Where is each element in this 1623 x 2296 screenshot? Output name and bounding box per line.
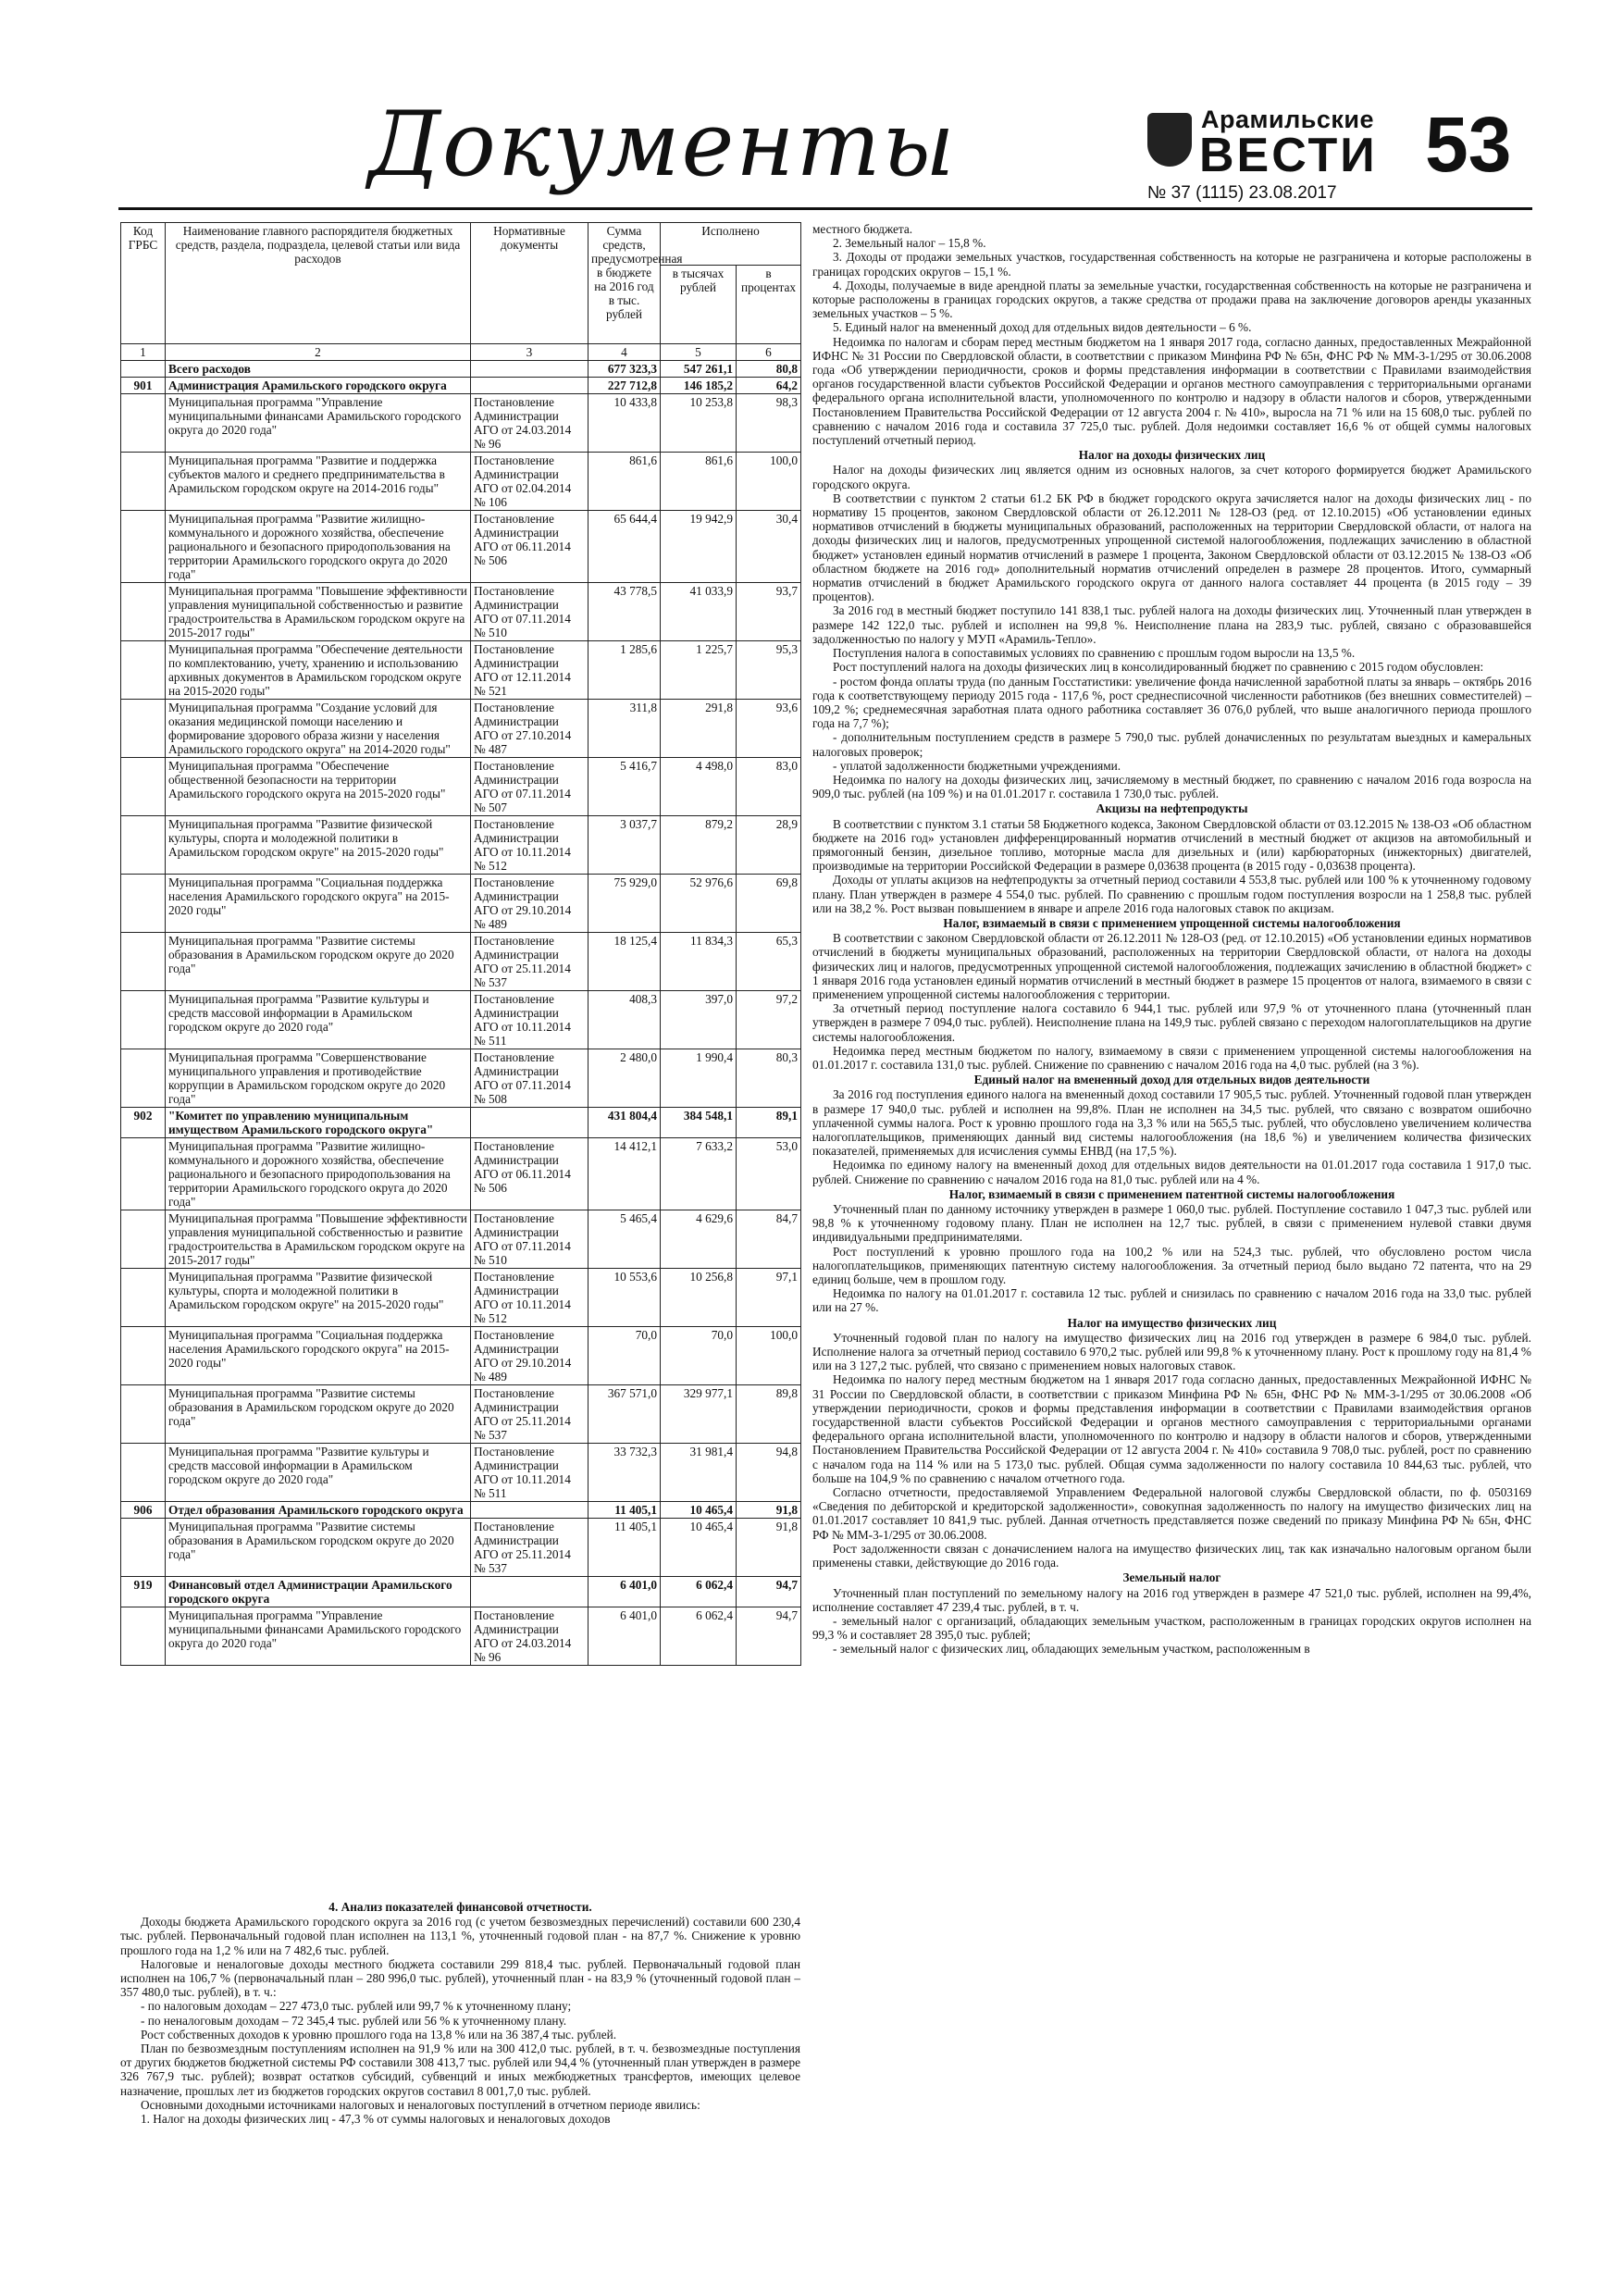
row-name: Муниципальная программа "Развитие системы образования в Арамильском городском округе до 2020 года" xyxy=(166,1519,471,1577)
paragraph: Недоимка по единому налогу на вмененный доход для отдельных видов деятельности на 01.01.2017 года составила 1 917,0 тыс. рублей. Снижение по сравнению с началом 2016 года на 81,0 тыс. рублей или на 4 %. xyxy=(812,1158,1531,1186)
logo-brand: ВЕСТИ xyxy=(1199,129,1378,182)
left-text-column xyxy=(120,1899,800,2126)
row-percent: 69,8 xyxy=(737,875,801,933)
row-percent: 84,7 xyxy=(737,1210,801,1269)
paragraph: Уточненный годовой план по налогу на имущество физических лиц на 2016 год утвержден в размере 6 984,0 тыс. рублей. Исполнение налога за отчетный период составило 6 970,2 тыс. рублей или 99,8 % к уточненному плану. Рост к прошлому году на 81,4 % или на 3 127,2 тыс. рублей, что связано с применением новых налоговых ставок. xyxy=(812,1330,1531,1373)
table-row xyxy=(121,453,801,511)
header-code: Код ГРБС xyxy=(121,223,166,344)
table-row xyxy=(121,1327,801,1385)
header-plan: Сумма средств, предусмотренная в бюджете на 2016 год в тыс. рублей xyxy=(588,223,661,344)
row-code xyxy=(121,1327,166,1385)
table-row xyxy=(121,511,801,583)
row-document: Постановление Администрации АГО от 06.11.2014 № 506 xyxy=(471,1138,588,1210)
row-code xyxy=(121,361,166,378)
column-number: 2 xyxy=(166,344,471,361)
table-row xyxy=(121,1269,801,1327)
row-code: 906 xyxy=(121,1502,166,1519)
right-text-column xyxy=(812,222,1531,1657)
row-code xyxy=(121,816,166,875)
row-percent: 91,8 xyxy=(737,1502,801,1519)
row-document: Постановление Администрации АГО от 06.11.2014 № 506 xyxy=(471,511,588,583)
row-fact: 10 256,8 xyxy=(661,1269,737,1327)
row-document: Постановление Администрации АГО от 10.11.2014 № 511 xyxy=(471,991,588,1049)
section-heading: Акцизы на нефтепродукты xyxy=(1096,801,1248,816)
row-name: Муниципальная программа "Управление муниципальными финансами Арамильского городского округа до 2020 года" xyxy=(166,1607,471,1666)
row-percent: 93,7 xyxy=(737,583,801,641)
paragraph: - по налоговым доходам – 227 473,0 тыс. рублей или 99,7 % к уточненному плану; xyxy=(141,1999,572,2014)
row-name: Муниципальная программа "Создание условий для оказания медицинской помощи населению и формирование здорового образа жизни у населения Арамильского городского округа" на 2014-2020 годы" xyxy=(166,700,471,758)
section-heading: Налог на доходы физических лиц xyxy=(1078,448,1266,463)
row-code xyxy=(121,1138,166,1210)
paragraph: Налог на доходы физических лиц является одним из основных налогов, за счет которого формируется бюджет Арамильского городского округа. xyxy=(812,463,1531,491)
row-percent: 94,8 xyxy=(737,1444,801,1502)
row-code xyxy=(121,583,166,641)
row-plan: 431 804,4 xyxy=(588,1108,661,1138)
paragraph: Рост поступлений налога на доходы физических лиц в консолидированный бюджет по сравнению с 2015 годом обусловлен: xyxy=(833,660,1484,675)
row-percent: 80,3 xyxy=(737,1049,801,1108)
row-percent: 89,1 xyxy=(737,1108,801,1138)
paragraph: 2. Земельный налог – 15,8 %. xyxy=(833,236,986,251)
paragraph: За 2016 год в местный бюджет поступило 141 838,1 тыс. рублей налога на доходы физических лиц. Уточненный план утвержден в размере 142 122,0 тыс. рублей и исполнен на 99,8 %. Неисполнение плана на 283,9 тыс. рублей, связано с образовавшейся задолженностью по налогу у МУП «Арамиль-Тепло». xyxy=(812,603,1531,646)
row-code xyxy=(121,991,166,1049)
paragraph: В соответствии с пунктом 3.1 статьи 58 Бюджетного кодекса, Законом Свердловской области от 03.12.2015 № 138-ОЗ «Об областном бюджете на 2016 год» установлен дифференцированный норматив отчислений в местный бюджет от акцизов на автомобильный и прямогонный бензин, дизельное топливо, моторные масла для дизельных и (или) карбюраторных (инжекторных) двигателей, производимые на территории Российской Федерации в размере 0,03638 процента (в 2015 году - 0,03638 процента). xyxy=(812,816,1531,874)
paragraph: 3. Доходы от продажи земельных участков, государственная собственность на которые не разграничена и которые расположены в границах городских округов – 15,1 %. xyxy=(812,250,1531,279)
row-code xyxy=(121,1444,166,1502)
row-document xyxy=(471,378,588,394)
row-plan: 70,0 xyxy=(588,1327,661,1385)
row-document: Постановление Администрации АГО от 29.10.2014 № 489 xyxy=(471,1327,588,1385)
row-plan: 6 401,0 xyxy=(588,1607,661,1666)
row-fact: 879,2 xyxy=(661,816,737,875)
page-number: 53 xyxy=(1425,101,1512,188)
table-row xyxy=(121,1138,801,1210)
paragraph: План по безвозмездным поступлениям исполнен на 91,9 % или на 300 412,0 тыс. рублей, в т. ч. безвозмездные поступления от других бюджетов бюджетной системы РФ составили 308 413,7 тыс. рублей или 94,4 % (уточненный план утвержден в размере 326 767,9 тыс. рублей); возврат остатков субсидий, субвенций и иных межбюджетных трансфертов, имеющих целевое назначение, прошлых лет из бюджетов городских округов составил 8 001,7,0 тыс. рублей. xyxy=(120,2042,800,2098)
column-number: 4 xyxy=(588,344,661,361)
row-plan: 65 644,4 xyxy=(588,511,661,583)
column-number: 6 xyxy=(737,344,801,361)
header-done-sum: в тысячах рублей xyxy=(661,266,737,344)
paragraph: Рост собственных доходов к уровню прошлого года на 13,8 % или на 36 387,4 тыс. рублей. xyxy=(141,2027,617,2042)
table-row xyxy=(121,1210,801,1269)
row-fact: 10 465,4 xyxy=(661,1502,737,1519)
paragraph: Налоговые и неналоговые доходы местного бюджета составили 299 818,4 тыс. рублей. Первоначальный годовой план исполнен на 106,7 % (первоначальный план – 280 996,0 тыс. рублей), уточненный план - на 83,9 % (уточненный годовой план – 357 480,0 тыс. рублей), в т. ч.: xyxy=(120,1956,800,2000)
table-row xyxy=(121,1502,801,1519)
row-name: Муниципальная программа "Развитие и поддержка субъектов малого и среднего предпринимательства в Арамильском городском округе на 2014-2016 годы" xyxy=(166,453,471,511)
row-document: Постановление Администрации АГО от 10.11.2014 № 512 xyxy=(471,816,588,875)
table-row xyxy=(121,816,801,875)
row-name: Муниципальная программа "Обеспечение общественной безопасности на территории Арамильского городского округа на 2015-2020 годы" xyxy=(166,758,471,816)
row-plan: 5 416,7 xyxy=(588,758,661,816)
row-fact: 31 981,4 xyxy=(661,1444,737,1502)
paragraph: Рост поступлений к уровню прошлого года на 100,2 % или на 524,3 тыс. рублей, что обусловлено ростом числа налогоплательщиков, применяющих патентную систему налогообложения. За отчетный период было выдано 72 патента, что на 29 единиц больше, чем в прошлом году. xyxy=(812,1244,1531,1287)
paragraph: - уплатой задолженности бюджетными учреждениями. xyxy=(833,758,1121,773)
row-name: Муниципальная программа "Развитие физической культуры, спорта и молодежной политики в Арамильском городском округе" на 2015-2020 годы" xyxy=(166,816,471,875)
row-percent: 65,3 xyxy=(737,933,801,991)
row-name: Муниципальная программа "Развитие жилищно-коммунального и дорожного хозяйства, обеспечение рационального и безопасного природопользования на территории Арамильского городского округа до 2020 года" xyxy=(166,511,471,583)
row-plan: 861,6 xyxy=(588,453,661,511)
paragraph: 5. Единый налог на вмененный доход для отдельных видов деятельности – 6 %. xyxy=(833,320,1252,335)
paragraph: Согласно отчетности, предоставляемой Управлением Федеральной налоговой службы Свердловской области, по ф. 0503169 «Сведения по дебиторской и кредиторской задолженности», совокупная задолженность по налогу на имущество физических лиц на 01.01.2017 составляет 10 841,9 тыс. рублей. Данная отчетность представляется позже сведений по приказу Минфина РФ № 65н, ФНС РФ № ММ-3-1/295 от 30.06.2008. xyxy=(812,1485,1531,1542)
row-fact: 11 834,3 xyxy=(661,933,737,991)
row-name: Муниципальная программа "Развитие системы образования в Арамильском городском округе до 2020 года" xyxy=(166,1385,471,1444)
table-row xyxy=(121,700,801,758)
row-document: Постановление Администрации АГО от 02.04.2014 № 106 xyxy=(471,453,588,511)
row-plan: 75 929,0 xyxy=(588,875,661,933)
row-fact: 6 062,4 xyxy=(661,1607,737,1666)
paragraph: Недоимка по налогу перед местным бюджетом на 1 января 2017 года согласно данных, предоставленных Межрайонной ИФНС № 31 России по Свердловской области, в соответствии с приказом Минфина РФ № 65н, ФНС РФ № ММ-3-1/295 от 30.06.2008 «Об утверждении периодичности, сроков и формы представления информации в соответствии с Правилами взаимодействия органов государственной власти субъектов Российской Федерации и органов местного самоуправления с территориальными органами федерального органа исполнительной власти, уполномоченного по контролю и надзору в области налогов и сборов, утвержденными Постановлением Правительства Российской Федерации от 12 августа 2004 г. № 410» составила 9 708,0 тыс. рублей, рост по сравнению с началом года на 114 % или на 5 173,0 тыс. рублей. Общая сумма задолженности по налогу составила 10 844,63 тыс. рублей, что больше на 104,9 % по сравнению с началом отчетного года. xyxy=(812,1372,1531,1485)
paragraph: 1. Налог на доходы физических лиц - 47,3 % от суммы налоговых и неналоговых доходов xyxy=(141,2112,611,2127)
row-fact: 146 185,2 xyxy=(661,378,737,394)
row-code xyxy=(121,1210,166,1269)
section-heading: Налог, взимаемый в связи с применением упрощенной системы налогообложения xyxy=(943,915,1401,930)
row-code xyxy=(121,394,166,453)
row-name: Финансовый отдел Администрации Арамильского городского округа xyxy=(166,1577,471,1607)
row-name: Муниципальная программа "Развитие физической культуры, спорта и молодежной политики в Арамильском городском округе" на 2015-2020 годы" xyxy=(166,1269,471,1327)
column-number: 5 xyxy=(661,344,737,361)
paragraph: Уточненный план по данному источнику утвержден в размере 1 060,0 тыс. рублей. Поступление составило 1 047,3 тыс. рублей или 98,8 % к уточненному годовому плану. План не исполнен на 12,7 тыс. рублей, в связи с применением нулевой ставки двумя индивидуальными предпринимателями. xyxy=(812,1202,1531,1245)
row-plan: 3 037,7 xyxy=(588,816,661,875)
row-fact: 384 548,1 xyxy=(661,1108,737,1138)
paragraph: Доходы бюджета Арамильского городского округа за 2016 год (с учетом безвозмездных перечислений) составили 600 230,4 тыс. рублей. Первоначальный годовой план исполнен на 113,1 %, уточненный годовой план - на 87,7 %. Снижение к уровню прошлого года на 1,2 % или на 7 482,6 тыс. рублей. xyxy=(120,1915,800,1957)
row-document: Постановление Администрации АГО от 25.11.2014 № 537 xyxy=(471,1385,588,1444)
newspaper-logo xyxy=(1147,100,1378,182)
row-fact: 19 942,9 xyxy=(661,511,737,583)
row-code xyxy=(121,1519,166,1577)
row-plan: 367 571,0 xyxy=(588,1385,661,1444)
row-code xyxy=(121,875,166,933)
row-percent: 97,2 xyxy=(737,991,801,1049)
table-row xyxy=(121,1607,801,1666)
paragraph: - дополнительным поступлением средств в размере 5 790,0 тыс. рублей доначисленных по результатам выездных и камеральных налоговых проверок; xyxy=(812,730,1531,759)
table-row xyxy=(121,394,801,453)
row-document xyxy=(471,1108,588,1138)
header-rule xyxy=(118,207,1532,210)
table-row xyxy=(121,1049,801,1108)
row-document: Постановление Администрации АГО от 25.11.2014 № 537 xyxy=(471,1519,588,1577)
header-done: Исполнено xyxy=(661,223,801,266)
row-percent: 97,1 xyxy=(737,1269,801,1327)
row-code xyxy=(121,1049,166,1108)
row-plan: 10 433,8 xyxy=(588,394,661,453)
table-row xyxy=(121,933,801,991)
row-name: Муниципальная программа "Социальная поддержка населения Арамильского городского округа" на 2015-2020 годы" xyxy=(166,1327,471,1385)
row-code xyxy=(121,1607,166,1666)
row-plan: 311,8 xyxy=(588,700,661,758)
row-fact: 4 498,0 xyxy=(661,758,737,816)
paragraph: За отчетный период поступление налога составило 6 944,1 тыс. рублей или 97,9 % от уточненного плана (уточненный план утвержден в размере 7 094,0 тыс. рублей). Неисполнение плана на 149,9 тыс. рублей связано с переходом налогоплательщиков на другие системы налогообложения. xyxy=(812,1001,1531,1044)
analysis-heading: 4. Анализ показателей финансовой отчетности. xyxy=(328,1900,592,1914)
paragraph: Недоимка по налогам и сборам перед местным бюджетом на 1 января 2017 года, согласно данных, предоставленных Межрайонной ИФНС № 31 России по Свердловской области, в соответствии с приказом Минфина РФ № 65н, ФНС РФ № ММ-3-1/295 от 30.06.2008 года «Об утверждении периодичности, сроков и формы представления информации в соответствии с Правилами взаимодействия органов государственной власти субъектов Российской Федерации и органов местного самоуправления с территориальными органами федерального органа исполнительной власти, уполномоченного по контролю и надзору в области налогов и сборов, утвержденными Постановлением Правительства Российской Федерации от 12 августа 2004 г. № 410», выросла на 71 % или на 15 608,0 тыс. рублей по сравнению с началом 2016 года и составила 37 725,0 тыс. рублей. Доля недоимки составляет 16,6 % от общей суммы налоговых поступлений отчетный период. xyxy=(812,334,1531,448)
row-percent: 94,7 xyxy=(737,1607,801,1666)
expenditure-table xyxy=(120,222,801,1666)
row-percent: 83,0 xyxy=(737,758,801,816)
row-percent: 89,8 xyxy=(737,1385,801,1444)
paragraph: Основными доходными источниками налоговых и неналоговых поступлений в отчетном периоде явились: xyxy=(141,2097,700,2112)
row-code xyxy=(121,933,166,991)
row-code: 902 xyxy=(121,1108,166,1138)
section-heading: Налог на имущество физических лиц xyxy=(1067,1315,1277,1330)
paragraph: Уточненный план поступлений по земельному налогу на 2016 год утвержден в размере 47 521,0 тыс. рублей, исполнен на 99,4%, исполнение составляет 47 239,4 тыс. рублей, в т. ч. xyxy=(812,1585,1531,1614)
paragraph: - земельный налог с организаций, обладающих земельным участком, расположенным в границах городских округов исполнен на 99,3 % и составляет 28 395,0 тыс. рублей; xyxy=(812,1613,1531,1643)
row-name: Муниципальная программа "Повышение эффективности управления муниципальной собственностью и развитие градостроительства в Арамильском городском округе на 2015-2017 годы" xyxy=(166,583,471,641)
row-code xyxy=(121,453,166,511)
row-name: Муниципальная программа "Совершенствование муниципального управления и противодействие коррупции в Арамильском городском округе до 2020 года" xyxy=(166,1049,471,1108)
row-document: Постановление Администрации АГО от 24.03.2014 № 96 xyxy=(471,1607,588,1666)
row-fact: 10 253,8 xyxy=(661,394,737,453)
row-plan: 11 405,1 xyxy=(588,1519,661,1577)
row-document: Постановление Администрации АГО от 10.11.2014 № 511 xyxy=(471,1444,588,1502)
column-number: 1 xyxy=(121,344,166,361)
table-row xyxy=(121,991,801,1049)
row-document: Постановление Администрации АГО от 07.11.2014 № 510 xyxy=(471,583,588,641)
row-name: Муниципальная программа "Управление муниципальными финансами Арамильского городского округа до 2020 года" xyxy=(166,394,471,453)
row-name: Отдел образования Арамильского городского округа xyxy=(166,1502,471,1519)
row-plan: 43 778,5 xyxy=(588,583,661,641)
row-code xyxy=(121,758,166,816)
row-fact: 4 629,6 xyxy=(661,1210,737,1269)
table-row xyxy=(121,1385,801,1444)
row-document: Постановление Администрации АГО от 10.11.2014 № 512 xyxy=(471,1269,588,1327)
row-name: Муниципальная программа "Обеспечение деятельности по комплектованию, учету, хранению и использованию архивных документов в Арамильском городском округе на 2015-2020 годы" xyxy=(166,641,471,700)
row-document: Постановление Администрации АГО от 07.11.2014 № 507 xyxy=(471,758,588,816)
row-fact: 41 033,9 xyxy=(661,583,737,641)
row-plan: 408,3 xyxy=(588,991,661,1049)
row-plan: 2 480,0 xyxy=(588,1049,661,1108)
table-row xyxy=(121,378,801,394)
row-percent: 80,8 xyxy=(737,361,801,378)
row-percent: 93,6 xyxy=(737,700,801,758)
paragraph: - ростом фонда оплаты труда (по данным Госстатистики: увеличение фонда начисленной заработной платы за январь – октябрь 2016 года к соответствующему периоду 2015 года - 117,6 %, рост среднесписочной численности работников (без внешних совместителей) – 109,2 %; среднемесячная заработная плата одного работника составляет 36 076,0 рублей, что выше аналогичного периода прошлого года на 7,7 %); xyxy=(812,674,1531,731)
row-percent: 91,8 xyxy=(737,1519,801,1577)
row-plan: 1 285,6 xyxy=(588,641,661,700)
row-code xyxy=(121,1385,166,1444)
paragraph: местного бюджета. xyxy=(812,222,913,236)
table-row xyxy=(121,1444,801,1502)
row-fact: 1 225,7 xyxy=(661,641,737,700)
section-heading: Налог, взимаемый в связи с применением патентной системы налогообложения xyxy=(948,1186,1395,1201)
row-fact: 7 633,2 xyxy=(661,1138,737,1210)
row-document xyxy=(471,361,588,378)
row-name: "Комитет по управлению муниципальным имуществом Арамильского городского округа" xyxy=(166,1108,471,1138)
row-fact: 547 261,1 xyxy=(661,361,737,378)
row-fact: 329 977,1 xyxy=(661,1385,737,1444)
row-document: Постановление Администрации АГО от 29.10.2014 № 489 xyxy=(471,875,588,933)
row-code xyxy=(121,1269,166,1327)
row-plan: 14 412,1 xyxy=(588,1138,661,1210)
row-document: Постановление Администрации АГО от 12.11.2014 № 521 xyxy=(471,641,588,700)
section-heading: Единый налог на вмененный доход для отдельных видов деятельности xyxy=(973,1073,1370,1087)
row-fact: 861,6 xyxy=(661,453,737,511)
row-document: Постановление Администрации АГО от 27.10.2014 № 487 xyxy=(471,700,588,758)
row-document: Постановление Администрации АГО от 07.11.2014 № 508 xyxy=(471,1049,588,1108)
row-name: Муниципальная программа "Развитие системы образования в Арамильском городском округе до 2020 года" xyxy=(166,933,471,991)
paragraph: 4. Доходы, получаемые в виде арендной платы за земельные участки, государственная собственность на которые не разграничена и которые расположены в границах городских округов, а также средства от продажи права на заключение договоров аренды указанных земельных участков – 5 %. xyxy=(812,278,1531,321)
row-code xyxy=(121,511,166,583)
table-row xyxy=(121,583,801,641)
row-plan: 677 323,3 xyxy=(588,361,661,378)
logo-name: Арамильские xyxy=(1201,105,1374,133)
paragraph: Недоимка по налогу на 01.01.2017 г. составила 12 тыс. рублей и снизилась по сравнению с началом 2016 года на 33,0 тыс. рублей или на 27 %. xyxy=(812,1286,1531,1315)
row-document xyxy=(471,1502,588,1519)
table-row xyxy=(121,1519,801,1577)
row-name: Муниципальная программа "Развитие жилищно-коммунального и дорожного хозяйства, обеспечение рационального и безопасного природопользования на территории Арамильского городского округа до 2020 года" xyxy=(166,1138,471,1210)
row-fact: 291,8 xyxy=(661,700,737,758)
row-name: Администрация Арамильского городского округа xyxy=(166,378,471,394)
column-number: 3 xyxy=(471,344,588,361)
column-numbers-row xyxy=(121,344,801,361)
row-plan: 18 125,4 xyxy=(588,933,661,991)
paragraph: Рост задолженности связан с доначислением налога на имущество физических лиц, так как изначально налоговым органом были применены ставки, действующие до 2016 года. xyxy=(812,1541,1531,1570)
row-code xyxy=(121,641,166,700)
row-plan: 10 553,6 xyxy=(588,1269,661,1327)
row-percent: 64,2 xyxy=(737,378,801,394)
row-code: 901 xyxy=(121,378,166,394)
row-percent: 95,3 xyxy=(737,641,801,700)
header-name: Наименование главного распорядителя бюджетных средств, раздела, подраздела, целевой статьи или вида расходов xyxy=(166,223,471,344)
row-fact: 6 062,4 xyxy=(661,1577,737,1607)
coat-of-arms-icon xyxy=(1147,113,1192,167)
paragraph: - земельный налог с физических лиц, обладающих земельным участком, расположенным в xyxy=(833,1642,1310,1657)
header-done-pct: в процентах xyxy=(737,266,801,344)
table-row xyxy=(121,641,801,700)
row-percent: 30,4 xyxy=(737,511,801,583)
row-percent: 94,7 xyxy=(737,1577,801,1607)
paragraph: В соответствии с пунктом 2 статьи 61.2 БК РФ в бюджет городского округа зачисляется налог на доходы физических лиц - по нормативу 15 процентов, законом Свердловской области от 26.12.2011 № 128-ОЗ (ред. от 12.10.2015) «Об установлении единых нормативов отчислений в бюджеты муниципальных образований, расположенных на территории Свердловской области, от налога на доходы физических лиц и налогов, предусмотренных упрощенной системой налогообложения, подлежащих зачислению в областной бюджет» установлен единый норматив отчислений в размере 1 процента, Законом Свердловской области от 03.12.2015 № 138-ОЗ «Об областном бюджете на 2016 год» дополнительный норматив отчислений определен в размере 28 процентов. Итого, суммарный норматив отчислений в бюджет Арамильского городского округа от данного налога составляет 44 процента (в 2015 году – 39 процентов). xyxy=(812,490,1531,604)
paragraph: Поступления налога в сопоставимых условиях по сравнению с прошлым годом выросли на 13,5 %. xyxy=(833,646,1356,661)
row-fact: 70,0 xyxy=(661,1327,737,1385)
paragraph: За 2016 год поступления единого налога на вмененный доход составили 17 905,5 тыс. рублей. Уточненный годовой план утвержден в размере 17 940,0 тыс. рублей и исполнен на 99,8%. План не исполнен на 34,5 тыс. рублей, что связано с возвратом ошибочно уплаченной суммы налога. Рост к уровню прошлого года на 3,3 % или на 565,5 тыс. рублей, что обусловлено увеличением количества налогоплательщиков, применяющих данный вид системы налогообложения (на 18,6 %) и увеличением количества физических показателей, применяемых для исчисления суммы ЕНВД (на 17,5 %). xyxy=(812,1087,1531,1159)
row-percent: 28,9 xyxy=(737,816,801,875)
row-fact: 52 976,6 xyxy=(661,875,737,933)
row-code xyxy=(121,700,166,758)
row-percent: 100,0 xyxy=(737,453,801,511)
paragraph: - по неналоговым доходам – 72 345,4 тыс. рублей или 56 % к уточненному плану. xyxy=(141,2013,567,2028)
row-percent: 98,3 xyxy=(737,394,801,453)
row-plan: 5 465,4 xyxy=(588,1210,661,1269)
table-row xyxy=(121,875,801,933)
table-row xyxy=(121,758,801,816)
row-plan: 11 405,1 xyxy=(588,1502,661,1519)
issue-info: № 37 (1115) 23.08.2017 xyxy=(1147,183,1337,203)
section-heading: Земельный налог xyxy=(1122,1570,1221,1585)
table-row xyxy=(121,1108,801,1138)
row-fact: 397,0 xyxy=(661,991,737,1049)
row-code: 919 xyxy=(121,1577,166,1607)
row-document: Постановление Администрации АГО от 07.11.2014 № 510 xyxy=(471,1210,588,1269)
section-title: Документы xyxy=(368,93,957,196)
table-row xyxy=(121,1577,801,1607)
row-document xyxy=(471,1577,588,1607)
table-row xyxy=(121,361,801,378)
row-plan: 227 712,8 xyxy=(588,378,661,394)
header-docs: Нормативные документы xyxy=(471,223,588,344)
row-fact: 1 990,4 xyxy=(661,1049,737,1108)
row-name: Муниципальная программа "Развитие культуры и средств массовой информации в Арамильском городском округе до 2020 года" xyxy=(166,991,471,1049)
row-name: Муниципальная программа "Развитие культуры и средств массовой информации в Арамильском городском округе до 2020 года" xyxy=(166,1444,471,1502)
row-plan: 6 401,0 xyxy=(588,1577,661,1607)
row-fact: 10 465,4 xyxy=(661,1519,737,1577)
row-percent: 53,0 xyxy=(737,1138,801,1210)
row-percent: 100,0 xyxy=(737,1327,801,1385)
row-name: Всего расходов xyxy=(166,361,471,378)
row-name: Муниципальная программа "Повышение эффективности управления муниципальной собственностью и развитие градостроительства в Арамильском городском округе на 2015-2017 годы" xyxy=(166,1210,471,1269)
row-document: Постановление Администрации АГО от 24.03.2014 № 96 xyxy=(471,394,588,453)
row-name: Муниципальная программа "Социальная поддержка населения Арамильского городского округа" на 2015-2020 годы" xyxy=(166,875,471,933)
paragraph: Недоимка перед местным бюджетом по налогу, взимаемому в связи с применением упрощенной системы налогообложения на 01.01.2017 г. составила 131,0 тыс. рублей. Снижение по сравнению с началом 2016 года на 4,0 тыс. рублей (на 3 %). xyxy=(812,1043,1531,1072)
paragraph: В соответствии с законом Свердловской области от 26.12.2011 № 128-ОЗ (ред. от 12.10.2015) «Об установлении единых нормативов отчислений в бюджеты муниципальных образований, расположенных на территории Свердловской области, от налога на доходы физических лиц и налогов, предусмотренных упрощенной системой налогообложения, подлежащих зачислению в областной бюджет» с 1 января 2016 года установлен единый норматив отчислений в местный бюджет в размере 15 процентов от налога, взимаемого в связи с применением упрощенной системы налогообложения с территории. xyxy=(812,931,1531,1001)
row-plan: 33 732,3 xyxy=(588,1444,661,1502)
paragraph: Доходы от уплаты акцизов на нефтепродукты за отчетный период составили 4 553,8 тыс. рублей или 100 % к уточненному годовому плану. План утвержден в размере 4 554,0 тыс. рублей. По сравнению с прошлым годом поступления возросли на 1 258,8 тыс. рублей или на 38,2 %. Рост вызван повышением в январе и апреле 2016 года налоговых ставок по акцизам. xyxy=(812,873,1531,915)
row-document: Постановление Администрации АГО от 25.11.2014 № 537 xyxy=(471,933,588,991)
paragraph: Недоимка по налогу на доходы физических лиц, зачисляемому в местный бюджет, по сравнению с началом 2016 года возросла на 909,0 тыс. рублей (на 109 %) и на 01.01.2017 г. составила 1 730,0 тыс. рублей. xyxy=(812,772,1531,801)
